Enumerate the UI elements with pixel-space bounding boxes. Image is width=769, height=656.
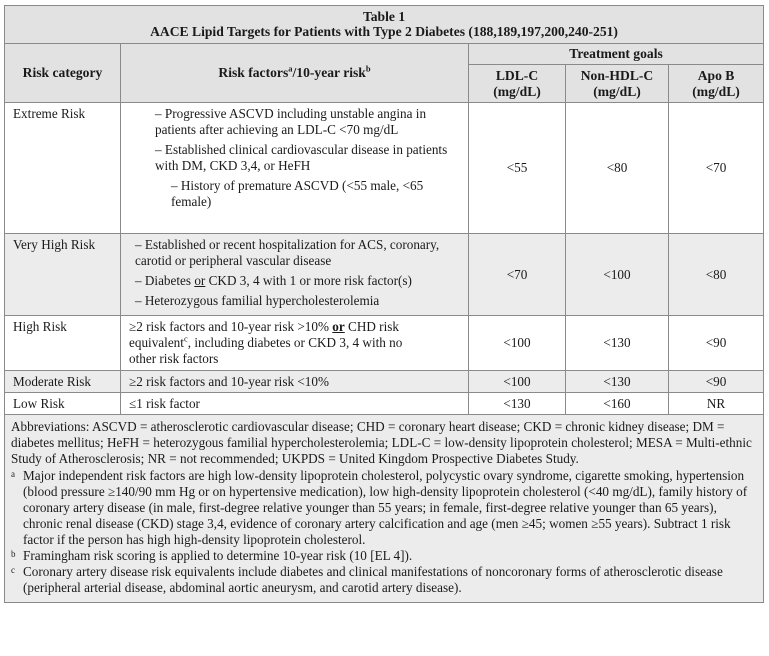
header-risk-factors-prefix: Risk factors: [218, 65, 289, 80]
non-hdl-c-goal: <100: [566, 234, 669, 316]
header-apo-b: [669, 65, 764, 103]
apo-b-goal: <90: [669, 316, 764, 371]
header-apo-b-unit: (mg/dL): [692, 83, 740, 99]
risk-factor-or: or: [332, 319, 345, 334]
table-number: Table 1: [362, 9, 406, 24]
row-risk-factors: ≤1 risk factor: [121, 393, 469, 415]
header-risk-factors: [121, 44, 469, 103]
footnote-mark: b: [11, 549, 16, 559]
lipid-targets-table: [4, 5, 764, 603]
table-row-very-high-risk: [5, 234, 764, 316]
row-risk-factors: [121, 103, 469, 234]
table-notes-row: [5, 415, 764, 603]
lipid-targets-table-container: [4, 5, 763, 603]
header-risk-factors-suffix: /10-year risk: [292, 65, 366, 80]
row-risk-factors: [121, 234, 469, 316]
risk-factor-item: [127, 106, 462, 138]
table-row-high-risk: [5, 316, 764, 371]
risk-factor-text: – Progressive ASCVD including unstable angina in patients after achieving an LDL-C <70 mg/dL: [155, 106, 427, 137]
risk-factor-text: – Heterozygous familial hypercholesterolemia: [135, 293, 380, 308]
risk-factor-text: , including diabetes or CKD 3, 4 with no other risk factors: [129, 335, 403, 366]
apo-b-goal: <90: [669, 371, 764, 393]
risk-factor-text: – Diabetes: [135, 273, 195, 288]
risk-factor-item: [135, 293, 462, 309]
row-category: High Risk: [5, 316, 121, 371]
header-ldl-c: [469, 65, 566, 103]
header-treatment-goals: Treatment goals: [469, 44, 764, 65]
footnote-text: Framingham risk scoring is applied to determine 10-year risk (10 [EL 4]).: [23, 548, 413, 563]
table-row-low-risk: [5, 393, 764, 415]
row-category: Low Risk: [5, 393, 121, 415]
header-non-hdl-c-name: Non-HDL-C: [580, 67, 654, 83]
ldl-c-goal: <130: [469, 393, 566, 415]
row-category: Extreme Risk: [5, 103, 121, 234]
header-non-hdl-c-unit: (mg/dL): [593, 83, 641, 99]
non-hdl-c-goal: <80: [566, 103, 669, 234]
header-apo-b-name: Apo B: [697, 67, 735, 83]
risk-factor-text: – Established clinical cardiovascular disease in patients with DM, CKD 3,4, or HeFH: [155, 142, 448, 173]
row-category: Moderate Risk: [5, 371, 121, 393]
apo-b-goal: <70: [669, 103, 764, 234]
risk-factor-text: CHD risk equivalent: [129, 319, 399, 350]
non-hdl-c-goal: <160: [566, 393, 669, 415]
apo-b-goal: <80: [669, 234, 764, 316]
risk-factor-item: [127, 142, 462, 174]
row-risk-factors: [121, 316, 469, 371]
footnote-c: [11, 564, 755, 596]
table-title: AACE Lipid Targets for Patients with Type 2 Diabetes (188,189,197,200,240-251): [150, 24, 618, 39]
header-ldl-c-unit: (mg/dL): [493, 83, 541, 99]
risk-factor-item: [135, 273, 462, 289]
ldl-c-goal: <100: [469, 316, 566, 371]
apo-b-goal: NR: [669, 393, 764, 415]
risk-factor-text: CKD 3, 4 with 1 or more risk factor(s): [205, 273, 412, 288]
table-row-extreme-risk: [5, 103, 764, 234]
footnote-text: Coronary artery disease risk equivalents include diabetes and clinical manifestations of noncoronary forms of atherosclerotic disease (peripheral arterial disease, abdominal aortic aneurysm, and carotid artery disease).: [23, 564, 723, 595]
table-notes: [5, 415, 764, 603]
table-caption: [5, 6, 764, 44]
risk-factor-text: – History of premature ASCVD (<55 male, <65 female): [171, 178, 424, 209]
ldl-c-goal: <100: [469, 371, 566, 393]
non-hdl-c-goal: <130: [566, 371, 669, 393]
footnote-ref-c: c: [183, 333, 188, 344]
header-risk-category: Risk category: [5, 44, 121, 103]
ldl-c-goal: <55: [469, 103, 566, 234]
risk-factor-or: or: [194, 273, 206, 288]
footnote-a: [11, 468, 755, 548]
abbreviations-note: Abbreviations: ASCVD = atherosclerotic cardiovascular disease; CHD = coronary heart disease; CKD = chronic kidney disease; DM = diabetes mellitus; HeFH = heterozygous familial hypercholesterolemia; LDL-C = low-density lipoprotein cholesterol; MESA = Multi-ethnic Study of Atherosclerosis; NR = not recommended; UKPDS = United Kingdom Prospective Diabetes Study.: [11, 419, 752, 466]
risk-factor-item: [127, 178, 462, 210]
footnote-mark: a: [11, 469, 15, 479]
row-category: Very High Risk: [5, 234, 121, 316]
risk-factor-item: [135, 237, 462, 269]
footnote-text: Major independent risk factors are high low-density lipoprotein cholesterol, polycystic ovary syndrome, cigarette smoking, hypertension (blood pressure ≥140/90 mm Hg or on hypertensive medication), low high-density lipoprotein cholesterol (<40 mg/dL), family history of coronary artery disease (in male, first-degree relative younger than 55 years; in female, first-degree relative younger than 65 years), chronic renal disease (CKD) stage 3,4, evidence of coronary artery calcification and age (men ≥45; women ≥55 years). Subtract 1 risk factor if the person has high high-density lipoprotein cholesterol.: [23, 468, 748, 547]
risk-factor-text: ≥2 risk factors and 10-year risk >10%: [129, 319, 333, 334]
footnote-ref-b: b: [365, 63, 371, 74]
footnote-ref-a: a: [288, 63, 293, 74]
non-hdl-c-goal: <130: [566, 316, 669, 371]
footnote-mark: c: [11, 565, 15, 575]
header-ldl-c-name: LDL-C: [495, 67, 539, 83]
risk-factor-text: – Established or recent hospitalization for ACS, coronary, carotid or peripheral vascular disease: [135, 237, 440, 268]
table-row-moderate-risk: [5, 371, 764, 393]
row-risk-factors: ≥2 risk factors and 10-year risk <10%: [121, 371, 469, 393]
ldl-c-goal: <70: [469, 234, 566, 316]
footnote-b: [11, 548, 755, 564]
header-non-hdl-c: [566, 65, 669, 103]
